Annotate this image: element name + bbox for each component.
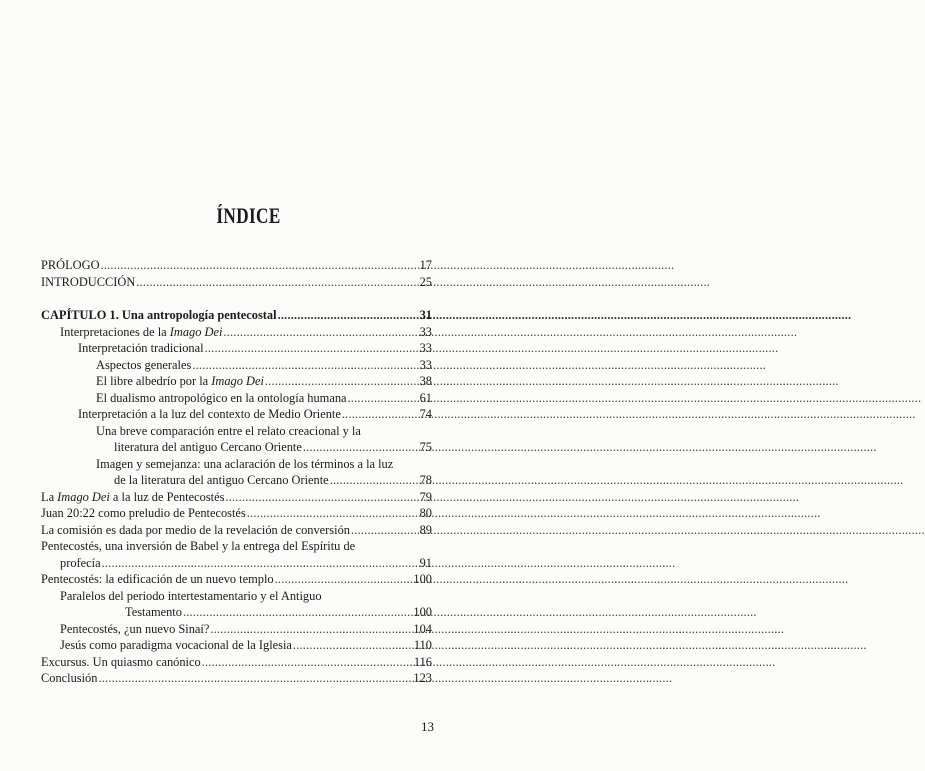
toc-entry-label: INTRODUCCIÓN <box>41 274 136 289</box>
toc-entry-label: La Imago Dei a la luz de Pentecostés <box>41 489 225 504</box>
page-number: 13 <box>421 719 434 734</box>
toc-entry-page: 80 <box>419 506 432 520</box>
toc-entry-label: Jesús como paradigma vocacional de la Iglesia <box>60 638 292 652</box>
dot-leader <box>342 406 419 423</box>
toc-entry-page: 104 <box>413 621 432 636</box>
toc-entry-page: 61 <box>419 390 432 405</box>
dot-leader <box>278 307 419 324</box>
dot-leader <box>351 522 419 539</box>
dot-leader <box>348 390 419 407</box>
dot-leader <box>183 604 412 621</box>
toc-entry-page: 116 <box>413 654 432 669</box>
toc-entry-page: 25 <box>419 274 432 289</box>
dot-leader <box>98 670 412 687</box>
toc-entry-label: profecía <box>60 555 101 570</box>
dot-leader <box>202 654 413 671</box>
toc-entry-page: 17 <box>419 258 432 272</box>
dot-leader <box>101 257 419 274</box>
toc-entry-label: Interpretación a la luz del contexto de Medio Oriente <box>78 407 341 421</box>
toc-entry-label: PRÓLOGO <box>41 258 100 272</box>
toc-entry-medio-oriente <box>41 406 432 423</box>
dot-leader <box>303 439 419 456</box>
toc-entry-page: 75 <box>419 440 432 454</box>
toc-entry-conclusion <box>41 670 432 687</box>
toc-entry-label: literatura del antiguo Cercano Oriente <box>114 440 302 454</box>
toc-entry-dualismo <box>41 390 432 407</box>
dot-leader <box>136 274 418 291</box>
toc-entry-prologo <box>41 257 432 274</box>
toc-entry-label: El dualismo antropológico en la ontología humana <box>96 390 347 405</box>
dot-leader <box>330 472 419 489</box>
toc-entry-label: Aspectos generales <box>96 357 192 372</box>
toc-entry-comision <box>41 522 432 539</box>
toc-entry-aspectos-generales <box>41 357 432 374</box>
toc-entry-page: 91 <box>419 555 432 570</box>
toc-entry-interpretacion-tradicional <box>41 340 432 357</box>
toc-entry-babel <box>41 555 432 572</box>
toc-entry-label: Pentecostés: la edificación de un nuevo templo <box>41 572 274 586</box>
dot-leader <box>225 489 418 506</box>
toc-entry-page: 33 <box>419 324 432 339</box>
dot-leader <box>210 621 412 638</box>
page-title: ÍNDICE <box>216 203 281 228</box>
toc-entry-page: 38 <box>419 374 432 388</box>
toc-entry-paralelos-line1: Paralelos del periodo intertestamentario y el Antiguo <box>60 588 322 603</box>
toc-entry-libre-albedrio <box>41 373 432 390</box>
toc-entry-babel-line1: Pentecostés, una inversión de Babel y la entrega del Espíritu de <box>41 539 356 553</box>
toc-entry-juan-20-22 <box>41 505 432 522</box>
toc-entry-page: 123 <box>413 671 432 685</box>
dot-leader <box>205 340 419 357</box>
dot-leader <box>293 637 413 654</box>
toc-entry-breve-comparacion-line1: Una breve comparación entre el relato creacional y la <box>96 423 361 438</box>
toc-entry-imago-dei-pentecostes <box>41 489 432 506</box>
toc-entry-label: Juan 20:22 como preludio de Pentecostés <box>41 506 246 520</box>
toc-entry-jesus-paradigma <box>41 637 432 654</box>
toc-entry-label: Interpretaciones de la Imago Dei <box>60 324 223 339</box>
toc-entry-label: CAPÍTULO 1. Una antropología pentecostal <box>41 308 277 322</box>
dot-leader <box>265 373 419 390</box>
toc-entry-page: 89 <box>419 522 432 537</box>
toc-entry-page: 74 <box>419 407 432 421</box>
toc-entry-label: El libre albedrío por la Imago Dei <box>96 374 264 388</box>
toc-entry-page: 33 <box>419 341 432 355</box>
toc-entry-introduccion <box>41 274 432 291</box>
toc-entry-label: Interpretación tradicional <box>78 341 204 355</box>
toc-entry-page: 79 <box>419 489 432 504</box>
toc-entry-excursus <box>41 654 432 671</box>
toc-entry-label: Pentecostés, ¿un nuevo Sinaí? <box>60 621 210 636</box>
toc-entry-paralelos <box>41 604 432 621</box>
toc-entry-page: 110 <box>413 638 432 652</box>
toc-entry-label: La comisión es dada por medio de la revelación de conversión <box>41 522 350 537</box>
dot-leader <box>223 324 418 341</box>
toc-entry-nuevo-templo <box>41 571 432 588</box>
toc-entry-capitulo-1 <box>41 307 432 324</box>
toc-entry-label: Testamento <box>125 605 182 619</box>
toc-entry-page: 100 <box>413 605 432 619</box>
toc-entry-label: de la literatura del antiguo Cercano Oriente <box>114 473 329 487</box>
dot-leader <box>275 571 413 588</box>
toc-entry-label: Conclusión <box>41 671 98 685</box>
toc-entry-page: 33 <box>419 357 432 372</box>
toc-entry-imagen-semejanza <box>41 472 432 489</box>
toc-entry-page: 31 <box>419 308 432 322</box>
toc-entry-interpretaciones <box>41 324 432 341</box>
table-of-contents <box>41 257 432 687</box>
toc-entry-page: 78 <box>419 473 432 487</box>
toc-entry-page: 100 <box>413 572 432 586</box>
toc-entry-label: Excursus. Un quiasmo canónico <box>41 654 201 669</box>
dot-leader <box>247 505 419 522</box>
toc-entry-nuevo-sinai <box>41 621 432 638</box>
dot-leader <box>192 357 418 374</box>
toc-entry-imagen-semejanza-line1: Imagen y semejanza: una aclaración de los términos a la luz <box>96 456 394 471</box>
dot-leader <box>102 555 419 572</box>
toc-entry-breve-comparacion <box>41 439 432 456</box>
